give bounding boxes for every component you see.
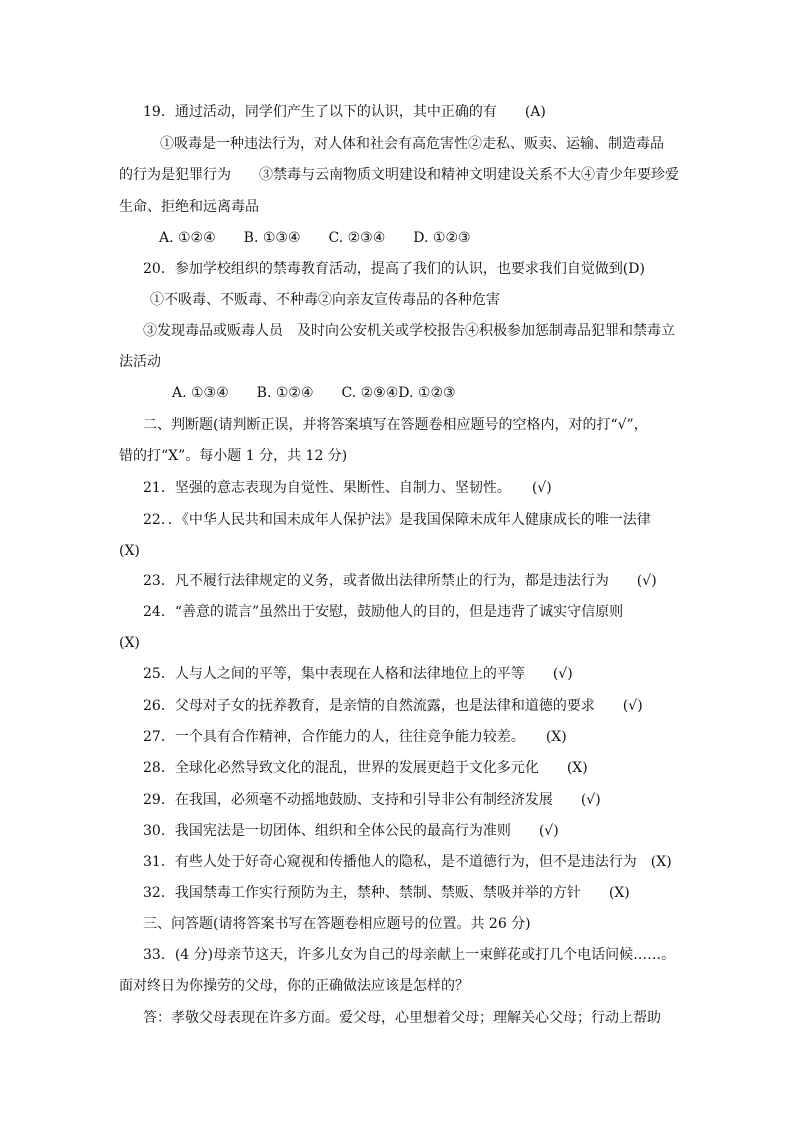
question-33-answer: 答：孝敬父母表现在许多方面。爱父母，心里想着父母；理解关心父母；行动上帮助 bbox=[143, 1010, 661, 1026]
question-22: 22．．《中华人民共和国未成年人保护法》是我国保障未成年人健康成长的唯一法律 bbox=[143, 512, 651, 528]
question-32: 32．我国禁毒工作实行预防为主，禁种、禁制、禁贩、禁吸并举的方针 (X) bbox=[143, 885, 630, 901]
question-28: 28．全球化必然导致文化的混乱，世界的发展更趋于文化多元化 (X) bbox=[143, 760, 588, 776]
question-26: 26．父母对子女的抚养教育，是亲情的自然流露，也是法律和道德的要求 (√) bbox=[143, 698, 643, 714]
section-2-heading-cont: 错的打“X”。每小题 1 分，共 12 分) bbox=[119, 448, 348, 464]
question-19-statements-line-1: ①吸毒是一种违法行为，对人体和社会有高危害性②走私、贩卖、运输、制造毒品 bbox=[160, 136, 664, 152]
question-24-answer: (X) bbox=[119, 635, 140, 651]
section-2-heading: 二、判断题(请判断正误，并将答案填写在答题卷相应题号的空格内，对的打“√”， bbox=[143, 417, 648, 433]
question-19-options: A. ①②④ B. ①③④ C. ②③④ D. ①②③ bbox=[159, 230, 471, 246]
question-24: 24．“善意的谎言”虽然出于安慰，鼓励他人的目的，但是违背了诚实守信原则 bbox=[143, 604, 624, 620]
question-27: 27．一个具有合作精神，合作能力的人，往往竞争能力较差。 (X) bbox=[143, 729, 567, 745]
question-20-statements-line-1: ①不吸毒、不贩毒、不种毒②向亲友宣传毒品的各种危害 bbox=[150, 292, 500, 308]
question-29: 29．在我国，必须毫不动摇地鼓励、支持和引导非公有制经济发展 (√) bbox=[143, 792, 601, 808]
question-21: 21．坚强的意志表现为自觉性、果断性、自制力、坚韧性。 (√) bbox=[143, 480, 552, 496]
question-30: 30．我国宪法是一切团体、组织和全体公民的最高行为准则 (√) bbox=[143, 823, 559, 839]
question-25: 25．人与人之间的平等，集中表现在人格和法律地位上的平等 (√) bbox=[143, 666, 573, 682]
question-20-options: A. ①③④ B. ①②④ C. ②⑨④D. ①②③ bbox=[172, 385, 456, 401]
section-3-heading: 三、问答题(请将答案书写在答题卷相应题号的位置。共 26 分) bbox=[143, 916, 531, 932]
question-20-stem: 20．参加学校组织的禁毒教育活动，提高了我们的认识，也要求我们自觉做到(D) bbox=[143, 261, 645, 277]
question-31: 31．有些人处于好奇心窥视和传播他人的隐私，是不道德行为，但不是违法行为 (X) bbox=[143, 854, 672, 870]
question-33-stem-cont: 面对终日为你操劳的父母，你的正确做法应该是怎样的？ bbox=[119, 978, 469, 994]
question-19-statements-line-2: 的行为是犯罪行为 ③禁毒与云南物质文明建设和精神文明建设关系不大④青少年要珍爱 bbox=[119, 167, 679, 183]
question-20-statements-line-2: ③发现毒品或贩毒人员 及时向公安机关或学校报告④积极参加惩制毒品犯罪和禁毒立 bbox=[143, 323, 675, 339]
question-22-answer: (X) bbox=[119, 543, 140, 559]
question-23: 23．凡不履行法律规定的义务，或者做出法律所禁止的行为，都是违法行为 (√) bbox=[143, 573, 657, 589]
question-33-stem: 33．(4 分)母亲节这天，许多儿女为自己的母亲献上一束鲜花或打几个电话问候……。 bbox=[143, 947, 676, 963]
question-19-statements-line-3: 生命、拒绝和远离毒品 bbox=[119, 199, 259, 215]
question-20-statements-line-3: 法活动 bbox=[119, 354, 161, 370]
question-19-stem: 19．通过活动，同学们产生了以下的认识，其中正确的有 (A) bbox=[143, 104, 546, 120]
